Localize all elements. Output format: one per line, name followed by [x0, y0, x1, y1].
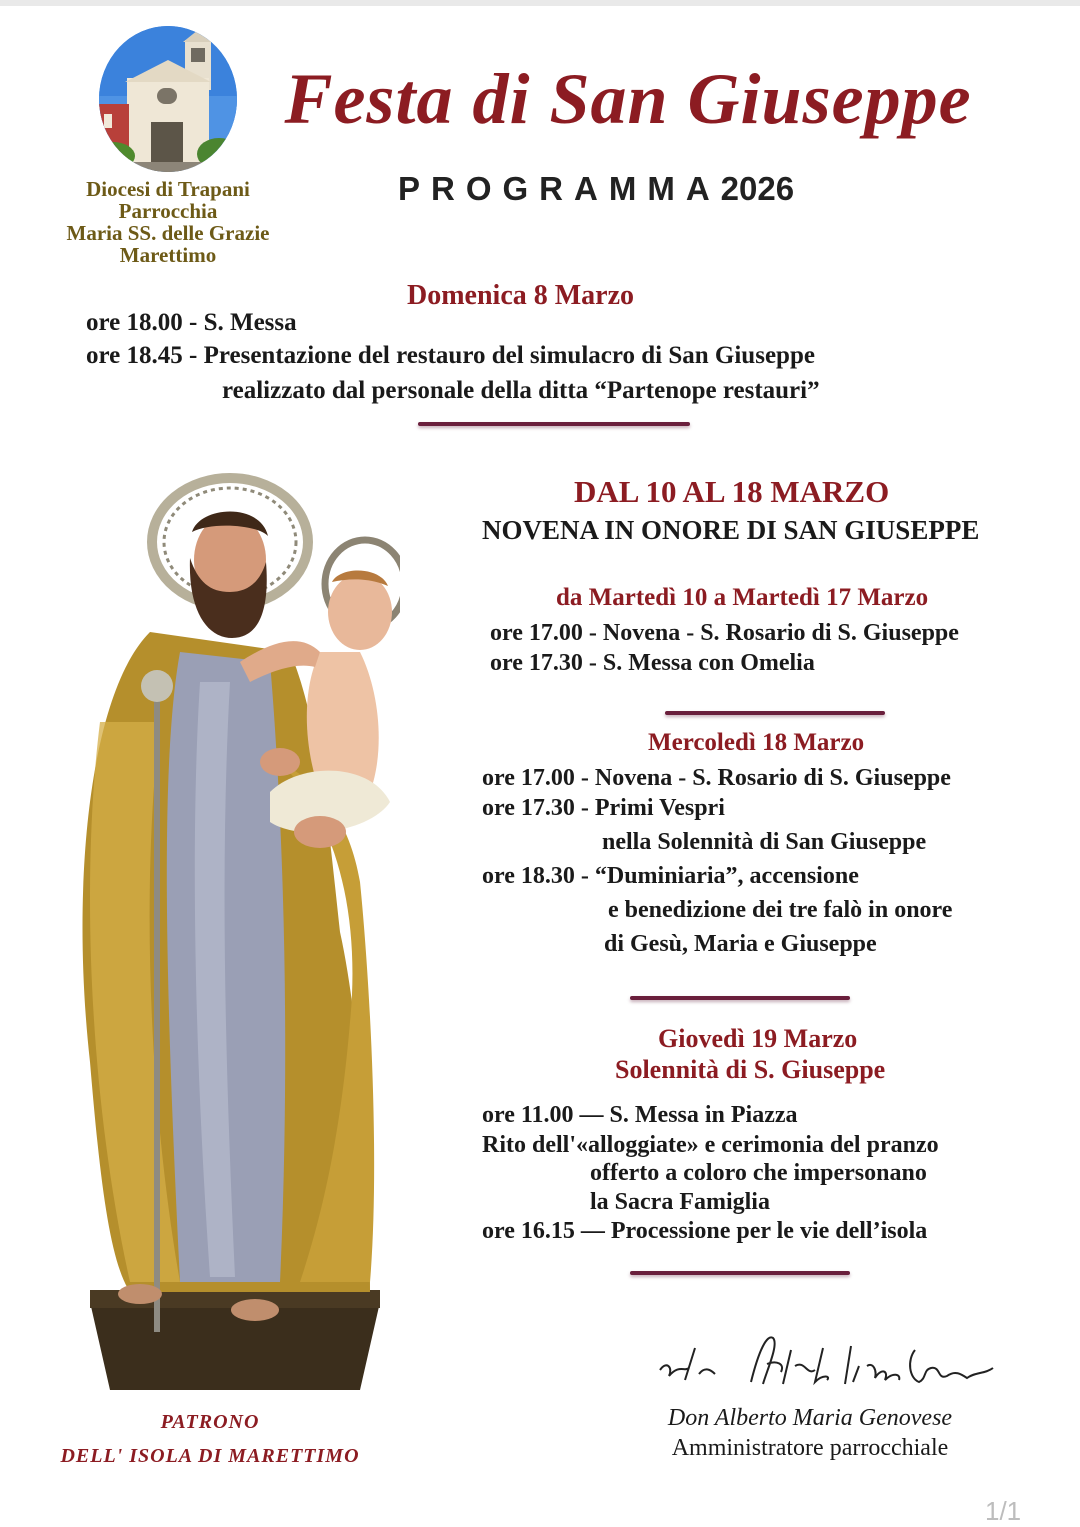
signer-name: Don Alberto Maria Genovese — [667, 1405, 953, 1431]
thursday-line-4: la Sacra Famiglia — [590, 1189, 770, 1215]
parish-name: Maria SS. delle Grazie — [66, 221, 270, 245]
sunday-item-1 — [86, 309, 297, 337]
parish-info — [30, 178, 306, 266]
divider — [630, 1271, 850, 1275]
wednesday-heading: Mercoledì 18 Marzo — [648, 729, 865, 756]
thursday-line-1: ore 11.00 — S. Messa in Piazza — [482, 1102, 798, 1128]
wednesday-line-1: ore 17.00 - Novena - S. Rosario di S. Giuseppe — [482, 765, 951, 791]
wednesday-line-4: ore 18.30 - “Duminiaria”, accensione — [482, 863, 859, 889]
page-indicator: 1/1 — [985, 1496, 1022, 1526]
church-photo — [99, 26, 237, 172]
program-label: PROGRAMMA — [398, 170, 721, 207]
parish-label: Parrocchia — [118, 199, 218, 223]
thursday-subheading: Solennità di S. Giuseppe — [615, 1055, 886, 1084]
sunday-item-2 — [86, 342, 815, 370]
thursday-heading: Giovedì 19 Marzo — [658, 1024, 858, 1053]
sunday-item-1-text: S. Messa — [203, 309, 297, 336]
thursday-line-2: Rito dell'«alloggiate» e cerimonia del pranzo — [482, 1132, 939, 1158]
patron-line-2: DELL' ISOLA DI MARETTIMO — [60, 1445, 360, 1467]
divider — [665, 711, 885, 715]
sunday-item-2-time: ore 18.45 - — [86, 342, 204, 369]
parish-place: Marettimo — [119, 243, 217, 267]
signer-block — [640, 1403, 980, 1463]
san-giuseppe-statue — [70, 462, 400, 1400]
divider — [630, 996, 850, 1000]
sunday-item-1-time: ore 18.00 - — [86, 309, 204, 336]
novena-subheading: NOVENA IN ONORE DI SAN GIUSEPPE — [482, 515, 980, 545]
novena-heading: DAL 10 AL 18 MARZO — [574, 474, 890, 509]
novena-item-1: ore 17.00 - Novena - S. Rosario di S. Giuseppe — [490, 620, 959, 646]
thursday-line-3: offerto a coloro che impersonano — [590, 1160, 927, 1186]
handwritten-signature — [655, 1320, 1005, 1400]
novena-item-2: ore 17.30 - S. Messa con Omelia — [490, 650, 815, 676]
page-title: Festa di San Giuseppe — [284, 59, 972, 139]
wednesday-line-3: nella Solennità di San Giuseppe — [602, 829, 927, 855]
signer-role: Amministratore parrocchiale — [671, 1435, 949, 1461]
program-year: 2026 — [720, 170, 795, 207]
thursday-line-5: ore 16.15 — Processione per le vie dell’isola — [482, 1218, 928, 1244]
divider — [418, 422, 690, 426]
wednesday-line-5: e benedizione dei tre falò in onore — [608, 897, 953, 923]
patron-line-1: PATRONO — [160, 1411, 260, 1433]
sunday-item-2-text: Presentazione del restauro del simulacro di San Giuseppe — [203, 342, 815, 369]
top-bar — [0, 0, 1080, 6]
patron-caption — [30, 1405, 390, 1473]
diocese-name: Diocesi di Trapani — [86, 177, 250, 201]
wednesday-line-6: di Gesù, Maria e Giuseppe — [604, 931, 877, 957]
sunday-item-2-continuation: realizzato dal personale della ditta “Partenope restauri” — [222, 377, 820, 404]
sunday-heading: Domenica 8 Marzo — [407, 280, 635, 311]
wednesday-line-2: ore 17.30 - Primi Vespri — [482, 795, 725, 821]
program-subtitle — [398, 170, 878, 208]
novena-range-heading: da Martedì 10 a Martedì 17 Marzo — [556, 584, 929, 611]
